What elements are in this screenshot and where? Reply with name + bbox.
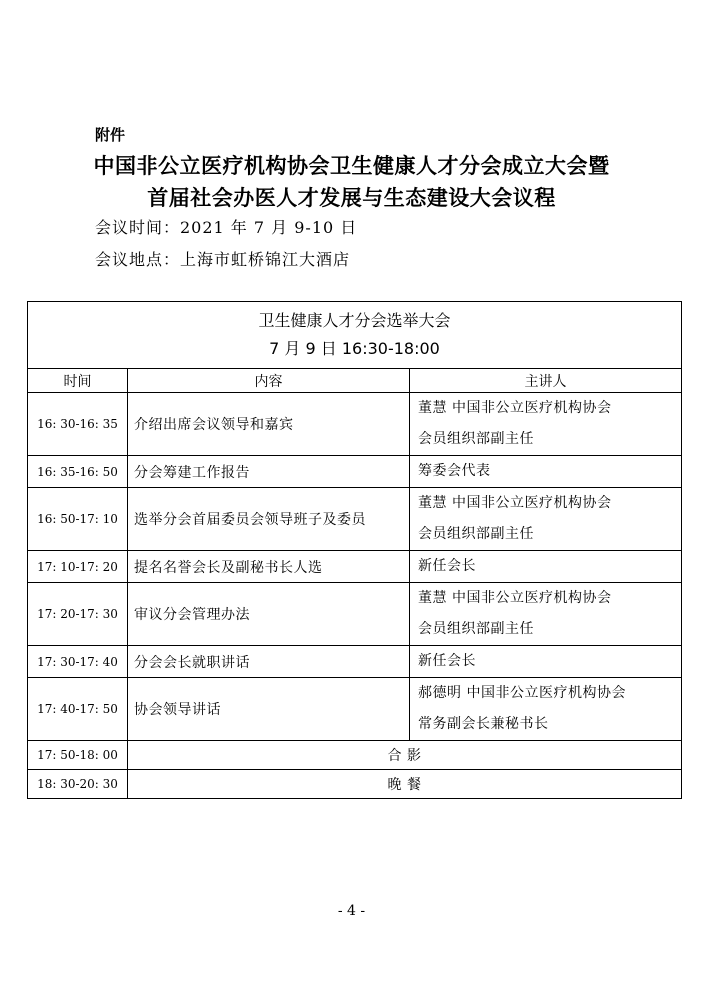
row-speaker — [410, 456, 682, 488]
speaker-line-1: 董慧 中国非公立医疗机构协会 — [418, 495, 612, 511]
row-time: 17: 50-18: 00 — [28, 741, 128, 770]
speaker-line-2: 会员组织部副主任 — [418, 526, 534, 542]
speaker-line-2: 常务副会长兼秘书长 — [418, 716, 549, 732]
row-content: 协会领导讲话 — [128, 678, 410, 741]
row-time: 17: 30-17: 40 — [28, 646, 128, 678]
table-row — [28, 393, 682, 456]
row-speaker — [410, 583, 682, 646]
document-title-line-2: 首届社会办医人才发展与生态建设大会议程 — [147, 185, 556, 210]
section-header — [28, 302, 682, 369]
row-time: 17: 40-17: 50 — [28, 678, 128, 741]
row-time: 18: 30-20: 30 — [28, 770, 128, 799]
row-merged-activity: 晚 餐 — [128, 770, 682, 799]
section-header-row — [28, 302, 682, 369]
row-speaker — [410, 393, 682, 456]
row-speaker — [410, 551, 682, 583]
row-time: 16: 30-16: 35 — [28, 393, 128, 456]
table-row — [28, 646, 682, 678]
document-title-line-1: 中国非公立医疗机构协会卫生健康人才分会成立大会暨 — [93, 153, 610, 178]
row-time: 16: 35-16: 50 — [28, 456, 128, 488]
section-time: 7 月 9 日 16:30-18:00 — [269, 339, 440, 358]
row-content: 分会会长就职讲话 — [128, 646, 410, 678]
table-row — [28, 456, 682, 488]
table-row — [28, 583, 682, 646]
attachment-label: 附件 — [95, 126, 126, 144]
agenda-table — [27, 301, 682, 799]
speaker-line-2: 会员组织部副主任 — [418, 621, 534, 637]
meeting-place: 会议地点：上海市虹桥锦江大酒店 — [95, 250, 351, 269]
table-row — [28, 678, 682, 741]
row-content: 审议分会管理办法 — [128, 583, 410, 646]
speaker-line-1: 郝德明 中国非公立医疗机构协会 — [418, 685, 626, 701]
row-content: 介绍出席会议领导和嘉宾 — [128, 393, 410, 456]
speaker-line-1: 新任会长 — [418, 558, 476, 574]
row-speaker — [410, 488, 682, 551]
column-header-content: 内容 — [128, 369, 410, 393]
row-content: 分会筹建工作报告 — [128, 456, 410, 488]
speaker-line-2: 会员组织部副主任 — [418, 431, 534, 447]
row-time: 16: 50-17: 10 — [28, 488, 128, 551]
table-row — [28, 741, 682, 770]
table-row — [28, 551, 682, 583]
row-content: 选举分会首届委员会领导班子及委员 — [128, 488, 410, 551]
column-header-time: 时间 — [28, 369, 128, 393]
speaker-line-1: 董慧 中国非公立医疗机构协会 — [418, 590, 612, 606]
row-speaker — [410, 678, 682, 741]
row-time: 17: 20-17: 30 — [28, 583, 128, 646]
meeting-time: 会议时间：2021 年 7 月 9-10 日 — [95, 218, 358, 237]
table-row — [28, 488, 682, 551]
speaker-line-1: 新任会长 — [418, 653, 476, 669]
row-content: 提名名誉会长及副秘书长人选 — [128, 551, 410, 583]
row-time: 17: 10-17: 20 — [28, 551, 128, 583]
section-title: 卫生健康人才分会选举大会 — [258, 311, 451, 330]
speaker-line-1: 董慧 中国非公立医疗机构协会 — [418, 400, 612, 416]
speaker-line-1: 筹委会代表 — [418, 463, 491, 479]
table-row — [28, 770, 682, 799]
row-merged-activity: 合 影 — [128, 741, 682, 770]
column-header-speaker: 主讲人 — [410, 369, 682, 393]
page-number: - 4 - — [337, 903, 366, 919]
row-speaker — [410, 646, 682, 678]
column-header-row — [28, 369, 682, 393]
